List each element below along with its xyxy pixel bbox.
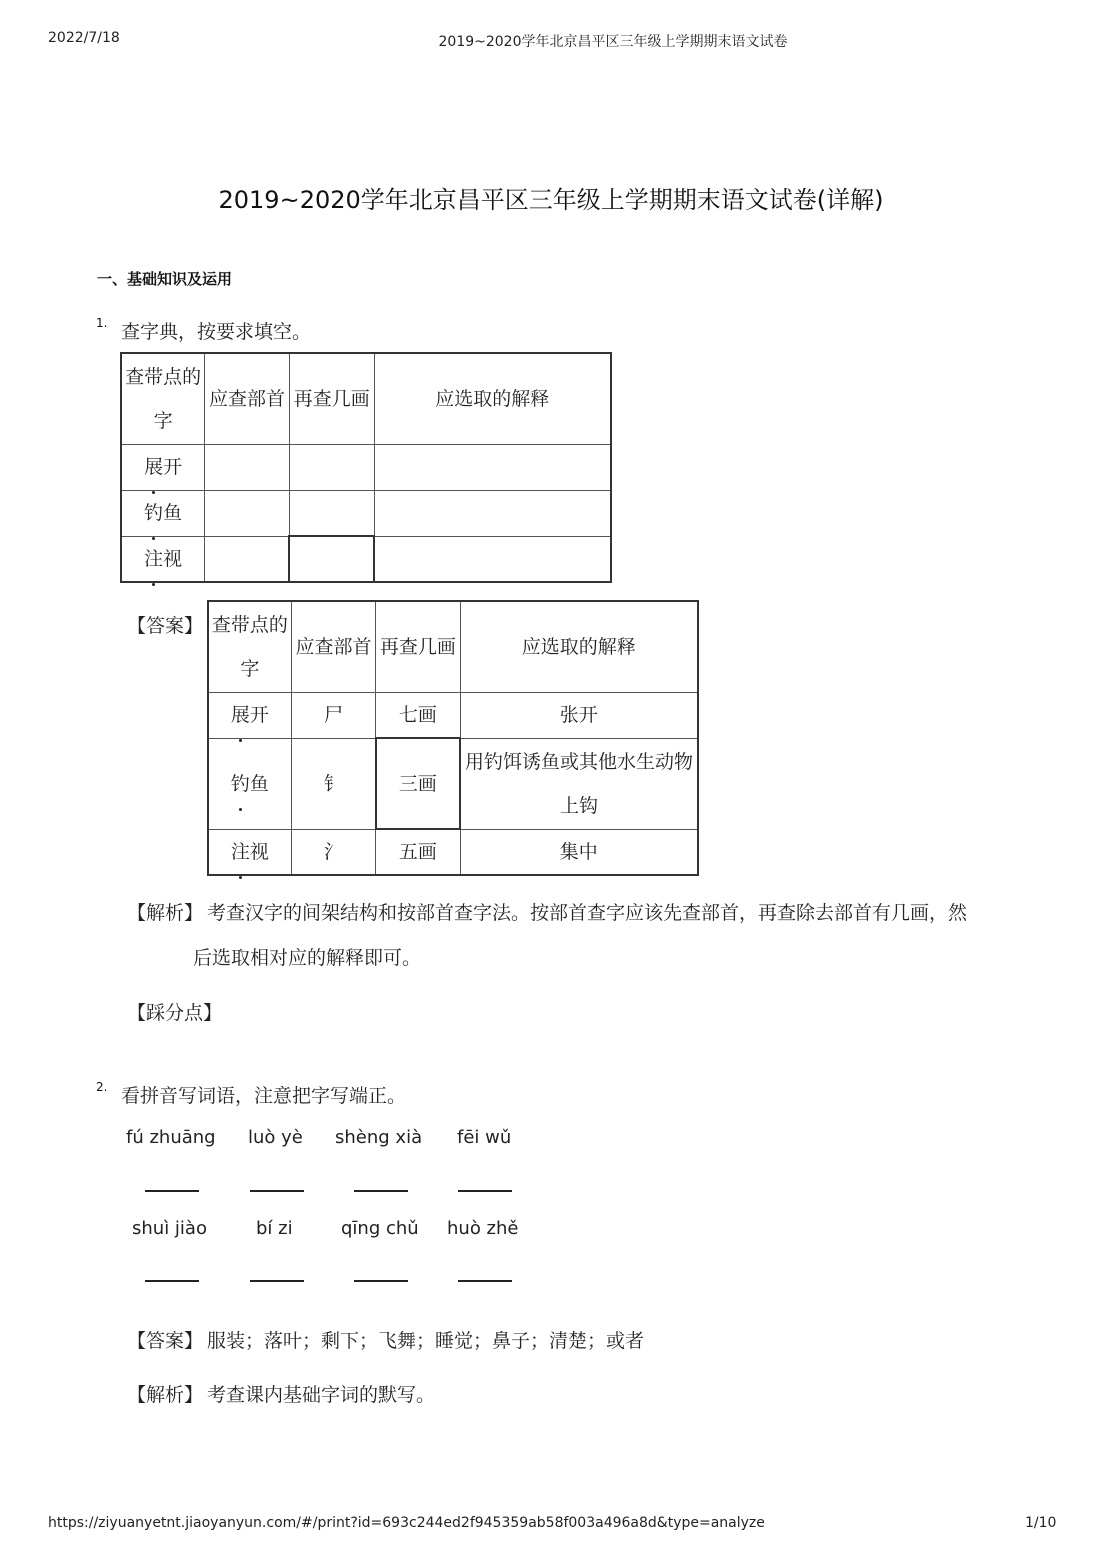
table-row (121, 444, 611, 490)
radical-blank[interactable] (205, 444, 290, 490)
dotted-char: 展 (144, 445, 163, 489)
answer-table (207, 600, 699, 876)
analysis-text-cont: 后选取相对应的解释即可。 (193, 947, 422, 969)
header-cell (121, 353, 205, 444)
section-heading: 一、基础知识及运用 (97, 270, 233, 288)
meaning-blank[interactable] (374, 444, 611, 490)
strokes-cell: 三画 (376, 738, 460, 829)
footer-url[interactable]: https://ziyuanyetnt.jiaoyanyun.com/#/print?id=693c244ed2f945359ab58f003a496a8d&type=analyze (48, 1515, 765, 1531)
word-cell (208, 692, 291, 738)
table-row (208, 692, 698, 738)
header-cell: 再查几画 (289, 353, 374, 444)
dotted-char: 展 (231, 693, 250, 737)
table-row (208, 738, 698, 829)
analysis-text: 考查汉字的间架结构和按部首查字法。按部首查字应该先查部首，再查除去部首有几画，然 (207, 902, 968, 924)
question-text: 查字典，按要求填空。 (121, 321, 312, 343)
print-header-title: 2019~2020学年北京昌平区三年级上学期期末语文试卷 (438, 34, 788, 50)
meaning-line: 用钓饵诱鱼或其他水生动物 (465, 750, 694, 773)
answer-blank[interactable] (354, 1280, 408, 1282)
header-text: 字 (240, 657, 260, 680)
radical-blank[interactable] (205, 490, 290, 536)
answer-label: 【答案】 (127, 1330, 204, 1352)
points-label: 【踩分点】 (127, 1002, 223, 1024)
word-rest: 鱼 (163, 502, 183, 524)
document-title: 2019~2020学年北京昌平区三年级上学期期末语文试卷(详解) (218, 186, 884, 214)
radical-cell: 钅 (291, 738, 375, 829)
answer-blank[interactable] (458, 1280, 512, 1282)
answer-blank[interactable] (145, 1190, 199, 1192)
dotted-char: 钓 (144, 491, 163, 535)
meaning-cell (460, 738, 698, 829)
strokes-blank[interactable] (289, 490, 374, 536)
header-text: 查带点的 (211, 613, 288, 636)
question-number: 1. (96, 316, 108, 330)
page-number: 1/10 (1025, 1515, 1057, 1531)
answer-blank[interactable] (145, 1280, 199, 1282)
dotted-char: 钓 (231, 762, 250, 806)
header-text: 字 (153, 409, 173, 432)
print-date: 2022/7/18 (48, 30, 120, 46)
question-text: 看拼音写词语，注意把字写端正。 (121, 1085, 407, 1107)
header-text: 查带点的 (125, 365, 202, 388)
table-row (121, 490, 611, 536)
word-rest: 视 (163, 547, 183, 570)
word-rest: 视 (249, 840, 269, 863)
word-cell (121, 444, 205, 490)
meaning-line: 上钩 (560, 794, 599, 817)
word-rest: 鱼 (249, 772, 269, 795)
pinyin: fēi wǔ (457, 1127, 512, 1148)
answer-blank[interactable] (250, 1190, 304, 1192)
question-number: 2. (96, 1080, 108, 1094)
word-rest: 开 (249, 704, 269, 726)
word-cell (121, 490, 205, 536)
radical-cell: 尸 (291, 692, 375, 738)
question-table (120, 352, 612, 583)
strokes-blank[interactable] (289, 536, 374, 582)
header-cell: 应查部首 (205, 353, 290, 444)
strokes-blank[interactable] (289, 444, 374, 490)
pinyin: luò yè (248, 1127, 303, 1148)
word-cell (208, 829, 291, 875)
header-cell: 应选取的解释 (460, 601, 698, 692)
answer-label: 【答案】 (127, 615, 204, 637)
meaning-blank[interactable] (374, 536, 611, 582)
header-cell: 应选取的解释 (374, 353, 611, 444)
answer-blank[interactable] (354, 1190, 408, 1192)
meaning-cell: 张开 (460, 692, 698, 738)
strokes-cell: 七画 (376, 692, 460, 738)
pinyin: bí zi (256, 1218, 293, 1239)
radical-cell: 氵 (291, 829, 375, 875)
header-cell (208, 601, 291, 692)
answer-blank[interactable] (458, 1190, 512, 1192)
pinyin: shèng xià (335, 1127, 423, 1148)
answer-text: 服装；落叶；剩下；飞舞；睡觉；鼻子；清楚；或者 (207, 1330, 645, 1352)
answer-blank[interactable] (250, 1280, 304, 1282)
pinyin: huò zhě (447, 1218, 519, 1239)
meaning-blank[interactable] (374, 490, 611, 536)
pinyin: qīng chǔ (341, 1218, 419, 1239)
analysis-label: 【解析】 (127, 902, 204, 924)
pinyin: fú zhuāng (126, 1127, 216, 1148)
table-row (208, 829, 698, 875)
analysis-text: 考查课内基础字词的默写。 (207, 1384, 436, 1406)
header-cell: 应查部首 (291, 601, 375, 692)
strokes-cell: 五画 (376, 829, 460, 875)
header-cell: 再查几画 (376, 601, 460, 692)
pinyin: shuì jiào (132, 1218, 207, 1239)
meaning-cell: 集中 (460, 829, 698, 875)
radical-blank[interactable] (205, 536, 290, 582)
dotted-char: 注 (231, 830, 250, 874)
word-cell (121, 536, 205, 582)
analysis-label: 【解析】 (127, 1384, 204, 1406)
table-row (121, 536, 611, 582)
word-rest: 开 (163, 456, 183, 478)
word-cell (208, 738, 291, 829)
dotted-char: 注 (144, 537, 163, 581)
